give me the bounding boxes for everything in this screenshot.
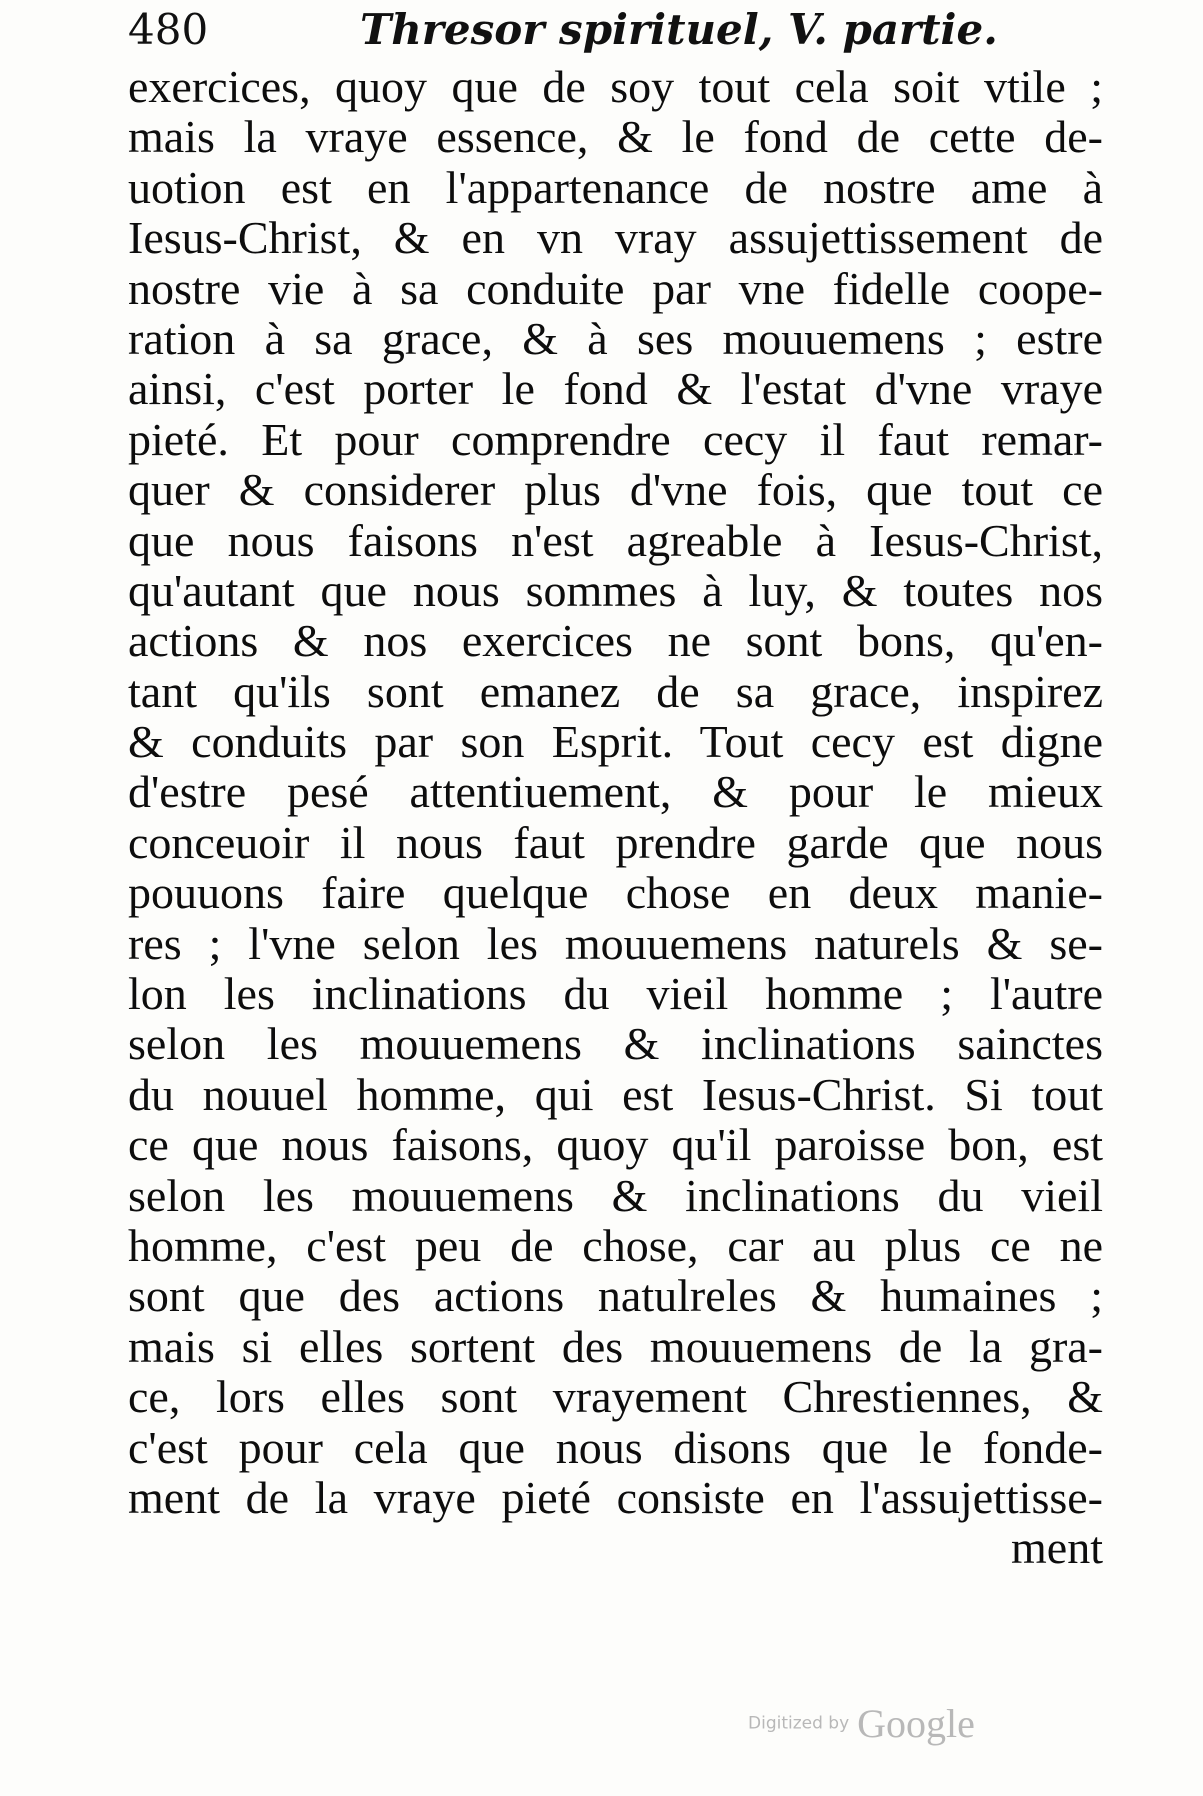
text-line: Iesus-Christ, & en vn vray assujettissement de (128, 213, 1103, 264)
text-line: ment de la vraye pieté consiste en l'assujettisse- (128, 1472, 1103, 1523)
text-line: selon les mouuemens & inclinations sainctes (128, 1019, 1103, 1070)
text-line: selon les mouuemens & inclinations du vieil (128, 1170, 1103, 1221)
text-line: ration à sa grace, & à ses mouuemens ; estre (128, 313, 1103, 364)
text-line: du nouuel homme, qui est Iesus-Christ. Si tout (128, 1069, 1103, 1120)
text-line: actions & nos exercices ne sont bons, qu'en- (128, 616, 1103, 667)
text-line: qu'autant que nous sommes à luy, & toutes nos (128, 565, 1103, 616)
text-line: que nous faisons n'est agreable à Iesus-Christ, (128, 515, 1103, 566)
text-line: quer & considerer plus d'vne fois, que tout ce (128, 465, 1103, 516)
text-line: mais la vraye essence, & le fond de cette de- (128, 112, 1103, 163)
text-line: conceuoir il nous faut prendre garde que nous (128, 817, 1103, 868)
text-line: exercices, quoy que de soy tout cela soit vtile ; (128, 62, 1103, 112)
running-title: Thresor spirituel, V. partie. (360, 5, 998, 54)
text-line: mais si elles sortent des mouuemens de la gra- (128, 1321, 1103, 1372)
watermark-prefix: Digitized by (748, 1713, 850, 1734)
text-line: lon les inclinations du vieil homme ; l'autre (128, 969, 1103, 1020)
catchword: ment (1011, 1523, 1103, 1574)
text-line: & conduits par son Esprit. Tout cecy est digne (128, 717, 1103, 768)
text-line: pouuons faire quelque chose en deux manie- (128, 868, 1103, 919)
body-text (128, 62, 1103, 1574)
text-line: d'estre pesé attentiuement, & pour le mieux (128, 767, 1103, 818)
running-head (128, 4, 1128, 56)
text-line: ainsi, c'est porter le fond & l'estat d'vne vraye (128, 364, 1103, 415)
text-line: res ; l'vne selon les mouuemens naturels & se- (128, 918, 1103, 969)
text-line: ce, lors elles sont vrayement Chrestiennes, & (128, 1372, 1103, 1423)
text-line: c'est pour cela que nous disons que le fonde- (128, 1422, 1103, 1473)
text-line: sont que des actions natulreles & humaines ; (128, 1271, 1103, 1322)
digitized-watermark (748, 1700, 975, 1746)
text-line: homme, c'est peu de chose, car au plus ce ne (128, 1220, 1103, 1271)
text-line: ce que nous faisons, quoy qu'il paroisse bon, est (128, 1120, 1103, 1171)
google-logo: Google (857, 1701, 975, 1746)
text-line: uotion est en l'appartenance de nostre ame à (128, 162, 1103, 213)
text-line: pieté. Et pour comprendre cecy il faut remar- (128, 414, 1103, 465)
text-line: tant qu'ils sont emanez de sa grace, inspirez (128, 666, 1103, 717)
page-number: 480 (128, 5, 209, 54)
text-line: nostre vie à sa conduite par vne fidelle coope- (128, 263, 1103, 314)
